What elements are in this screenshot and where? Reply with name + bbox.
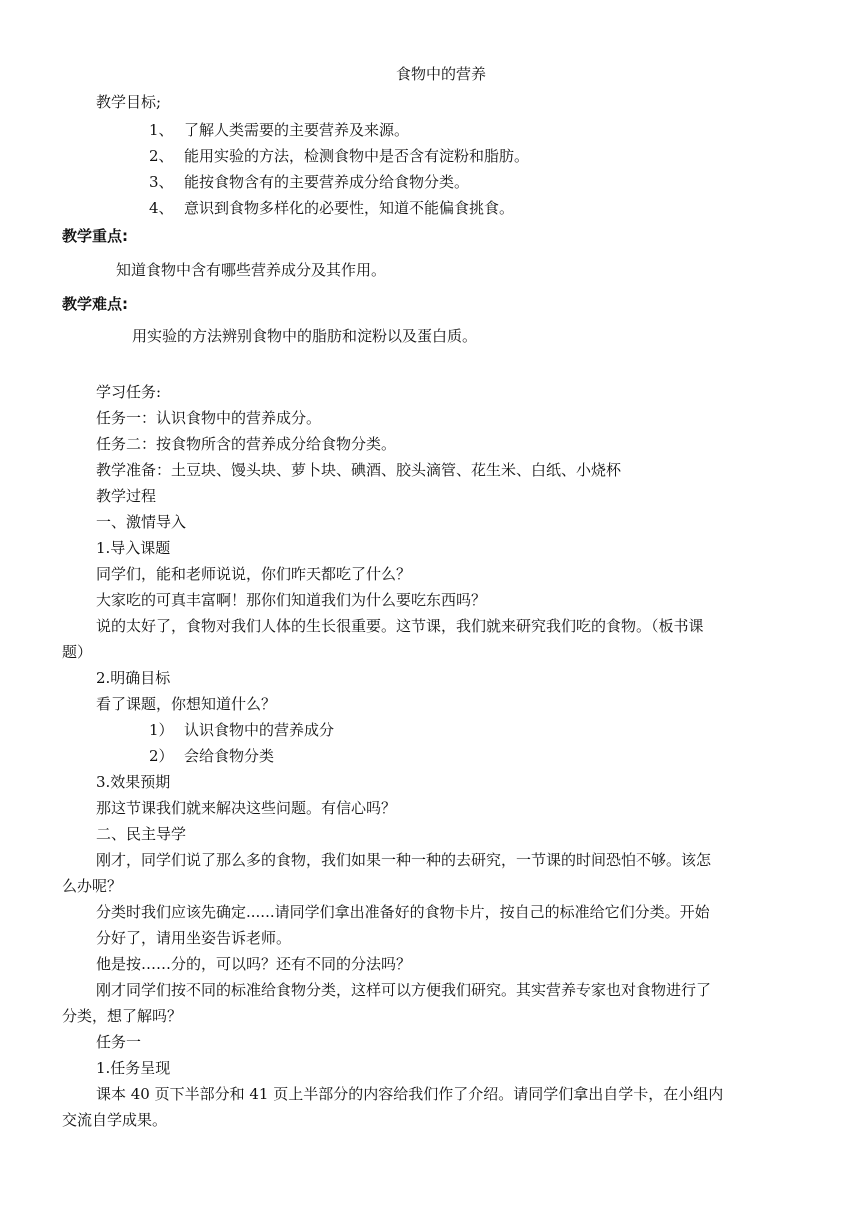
key-points-text: 知道食物中含有哪些营养成分及其作用。 [116, 261, 387, 279]
list-item [149, 746, 274, 766]
goal-text: 能按食物含有的主要营养成分给食物分类。 [184, 173, 470, 191]
list-number: 2） [149, 747, 174, 765]
paragraph-continued: 交流自学成果。 [62, 1111, 168, 1129]
paragraph-continued: 题） [62, 643, 93, 661]
paragraph: 课本 40 页下半部分和 41 页上半部分的内容给我们作了介绍。请同学们拿出自学卡，在小组内 [96, 1085, 724, 1103]
goal-item [149, 172, 469, 192]
document-title: 食物中的营养 [396, 65, 487, 83]
list-text: 会给食物分类 [184, 747, 275, 765]
goal-number: 3、 [149, 173, 174, 191]
goal-number: 2、 [149, 147, 174, 165]
difficulty-heading: 教学难点: [62, 295, 128, 313]
section-one-heading: 一、激情导入 [96, 513, 187, 531]
process-heading: 教学过程 [96, 487, 157, 505]
goal-item [149, 198, 514, 218]
paragraph: 分类时我们应该先确定......请同学们拿出准备好的食物卡片，按自己的标准给它们分类。开始 [96, 903, 710, 921]
teaching-prep: 教学准备：土豆块、馒头块、萝卜块、碘酒、胶头滴管、花生米、白纸、小烧杯 [96, 461, 622, 479]
key-points-heading: 教学重点: [62, 227, 128, 245]
paragraph: 说的太好了，食物对我们人体的生长很重要。这节课，我们就来研究我们吃的食物。（板书课 [96, 617, 704, 635]
subsection-heading: 3.效果预期 [96, 773, 171, 791]
paragraph: 他是按……分的，可以吗？还有不同的分法吗？ [96, 955, 412, 973]
paragraph-continued: 么办呢？ [62, 877, 123, 895]
subsection-heading: 1.导入课题 [96, 539, 171, 557]
task-two: 任务二：按食物所含的营养成分给食物分类。 [96, 435, 397, 453]
list-number: 1） [149, 721, 174, 739]
goals-heading: 教学目标; [96, 93, 162, 111]
goal-item [149, 120, 409, 140]
subsection-heading: 2.明确目标 [96, 669, 171, 687]
paragraph: 那这节课我们就来解决这些问题。有信心吗？ [96, 799, 397, 817]
paragraph-continued: 分好了，请用坐姿告诉老师。 [96, 929, 292, 947]
paragraph: 刚才同学们按不同的标准给食物分类，这样可以方便我们研究。其实营养专家也对食物进行了 [96, 981, 712, 999]
goal-text: 了解人类需要的主要营养及来源。 [184, 121, 410, 139]
goal-number: 4、 [149, 199, 174, 217]
goal-item [149, 146, 529, 166]
difficulty-text: 用实验的方法辨别食物中的脂肪和淀粉以及蛋白质。 [132, 327, 478, 345]
task-heading: 学习任务: [96, 383, 162, 401]
paragraph: 同学们，能和老师说说，你们昨天都吃了什么？ [96, 565, 412, 583]
paragraph: 看了课题，你想知道什么？ [96, 695, 277, 713]
goal-number: 1、 [149, 121, 174, 139]
list-text: 认识食物中的营养成分 [184, 721, 335, 739]
task-one-label: 任务一 [96, 1033, 142, 1051]
task-one: 任务一：认识食物中的营养成分。 [96, 409, 322, 427]
list-item [149, 720, 334, 740]
subsection-heading: 1.任务呈现 [96, 1059, 171, 1077]
section-two-heading: 二、民主导学 [96, 825, 187, 843]
goal-text: 能用实验的方法，检测食物中是否含有淀粉和脂肪。 [184, 147, 530, 165]
paragraph-continued: 分类，想了解吗？ [62, 1007, 183, 1025]
paragraph: 刚才，同学们说了那么多的食物，我们如果一种一种的去研究，一节课的时间恐怕不够。该怎 [96, 851, 712, 869]
paragraph: 大家吃的可真丰富啊！那你们知道我们为什么要吃东西吗？ [96, 591, 487, 609]
goal-text: 意识到食物多样化的必要性，知道不能偏食挑食。 [184, 199, 515, 217]
